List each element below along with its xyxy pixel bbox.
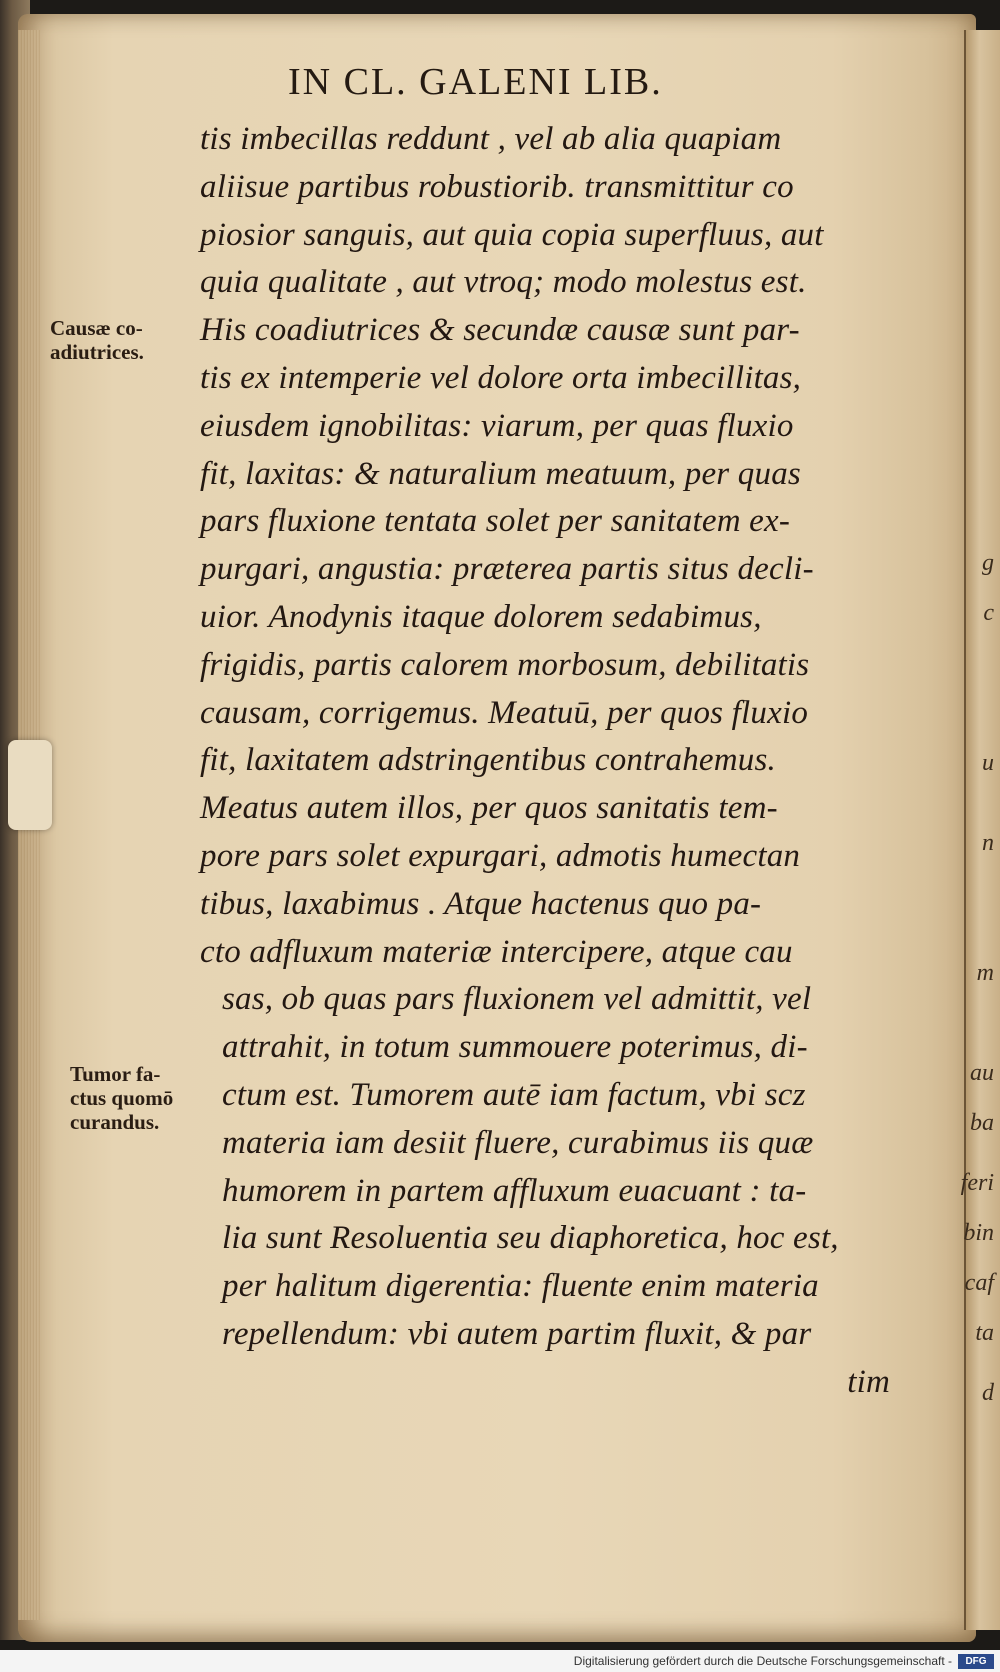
marginal-note-line: curandus. bbox=[70, 1110, 160, 1134]
text-line: cto adfluxum materiæ intercipere, atque cau bbox=[200, 933, 793, 970]
marginal-note-causae bbox=[50, 316, 144, 364]
facing-fragment: n bbox=[982, 830, 994, 856]
text-line: piosior sanguis, aut quia copia superfluus, aut bbox=[200, 216, 824, 253]
text-line: eiusdem ignobilitas: viarum, per quas fluxio bbox=[200, 407, 794, 444]
text-line: frigidis, partis calorem morbosum, debilitatis bbox=[200, 646, 810, 683]
text-line: His coadiutrices & secundæ causæ sunt par- bbox=[200, 312, 800, 349]
marginal-note-tumor bbox=[70, 1062, 173, 1134]
text-line: humorem in partem affluxum euacuant : ta- bbox=[222, 1172, 807, 1209]
body-text bbox=[200, 116, 920, 1407]
facing-fragment: feri bbox=[960, 1170, 994, 1196]
marginal-note-line: Tumor fa- bbox=[70, 1062, 161, 1086]
text-line: materia iam desiit fluere, curabimus iis quæ bbox=[222, 1124, 814, 1161]
text-line: Meatus autem illos, per quos sanitatis tem- bbox=[200, 790, 778, 827]
funding-credit: Digitalisierung gefördert durch die Deutsche Forschungsgemeinschaft - bbox=[573, 1654, 952, 1668]
text-line: uior. Anodynis itaque dolorem sedabimus, bbox=[200, 598, 762, 635]
text-line: tis imbecillas reddunt , vel ab alia quapiam bbox=[200, 121, 782, 157]
text-line: lia sunt Resoluentia seu diaphoretica, hoc est, bbox=[222, 1220, 839, 1257]
facing-fragment: u bbox=[982, 750, 994, 776]
text-line: ctum est. Tumorem autē iam factum, vbi scz bbox=[222, 1076, 806, 1113]
marginal-note-line: adiutrices. bbox=[50, 340, 144, 364]
facing-fragment: caf bbox=[964, 1270, 994, 1296]
text-line: tibus, laxabimus . Atque hactenus quo pa- bbox=[200, 885, 762, 922]
catchword: tim bbox=[847, 1363, 890, 1400]
text-line: aliisue partibus robustiorib. transmittitur co bbox=[200, 168, 794, 205]
text-line: repellendum: vbi autem partim fluxit, & par bbox=[222, 1315, 812, 1352]
text-line: fit, laxitas: & naturalium meatuum, per quas bbox=[200, 455, 801, 492]
dfg-logo: DFG bbox=[958, 1654, 994, 1669]
text-line: causam, corrigemus. Meatuū, per quos fluxio bbox=[200, 694, 809, 731]
text-line: pars fluxione tentata solet per sanitatem ex- bbox=[200, 503, 791, 540]
facing-page-edge bbox=[960, 30, 1000, 1630]
facing-fragment: ta bbox=[975, 1320, 994, 1346]
facing-fragment: bin bbox=[963, 1220, 994, 1246]
marginal-note-line: ctus quomō bbox=[70, 1086, 174, 1110]
facing-fragment: g bbox=[982, 550, 994, 576]
marginal-note-line: Causæ co- bbox=[50, 316, 143, 340]
facing-fragment: c bbox=[983, 600, 994, 626]
text-line: sas, ob quas pars fluxionem vel admittit, vel bbox=[222, 981, 812, 1018]
facing-fragment: m bbox=[976, 960, 994, 986]
text-line: per halitum digerentia: fluente enim materia bbox=[222, 1268, 819, 1305]
text-line: attrahit, in totum summouere poterimus, di- bbox=[222, 1029, 808, 1066]
text-line: fit, laxitatem adstringentibus contrahemus. bbox=[200, 742, 776, 779]
text-line: pore pars solet expurgari, admotis humectan bbox=[200, 837, 801, 874]
text-line: quia qualitate , aut vtroq; modo molestus est. bbox=[200, 264, 807, 301]
facing-fragment: ba bbox=[970, 1110, 994, 1136]
facing-fragment: d bbox=[982, 1380, 994, 1406]
page-clasp bbox=[8, 740, 52, 830]
text-line: tis ex intemperie vel dolore orta imbecillitas, bbox=[200, 359, 802, 396]
text-line: purgari, angustia: præterea partis situs decli- bbox=[200, 551, 814, 588]
running-head: IN CL. GALENI LIB. bbox=[288, 61, 663, 103]
facing-fragment: au bbox=[970, 1060, 994, 1086]
